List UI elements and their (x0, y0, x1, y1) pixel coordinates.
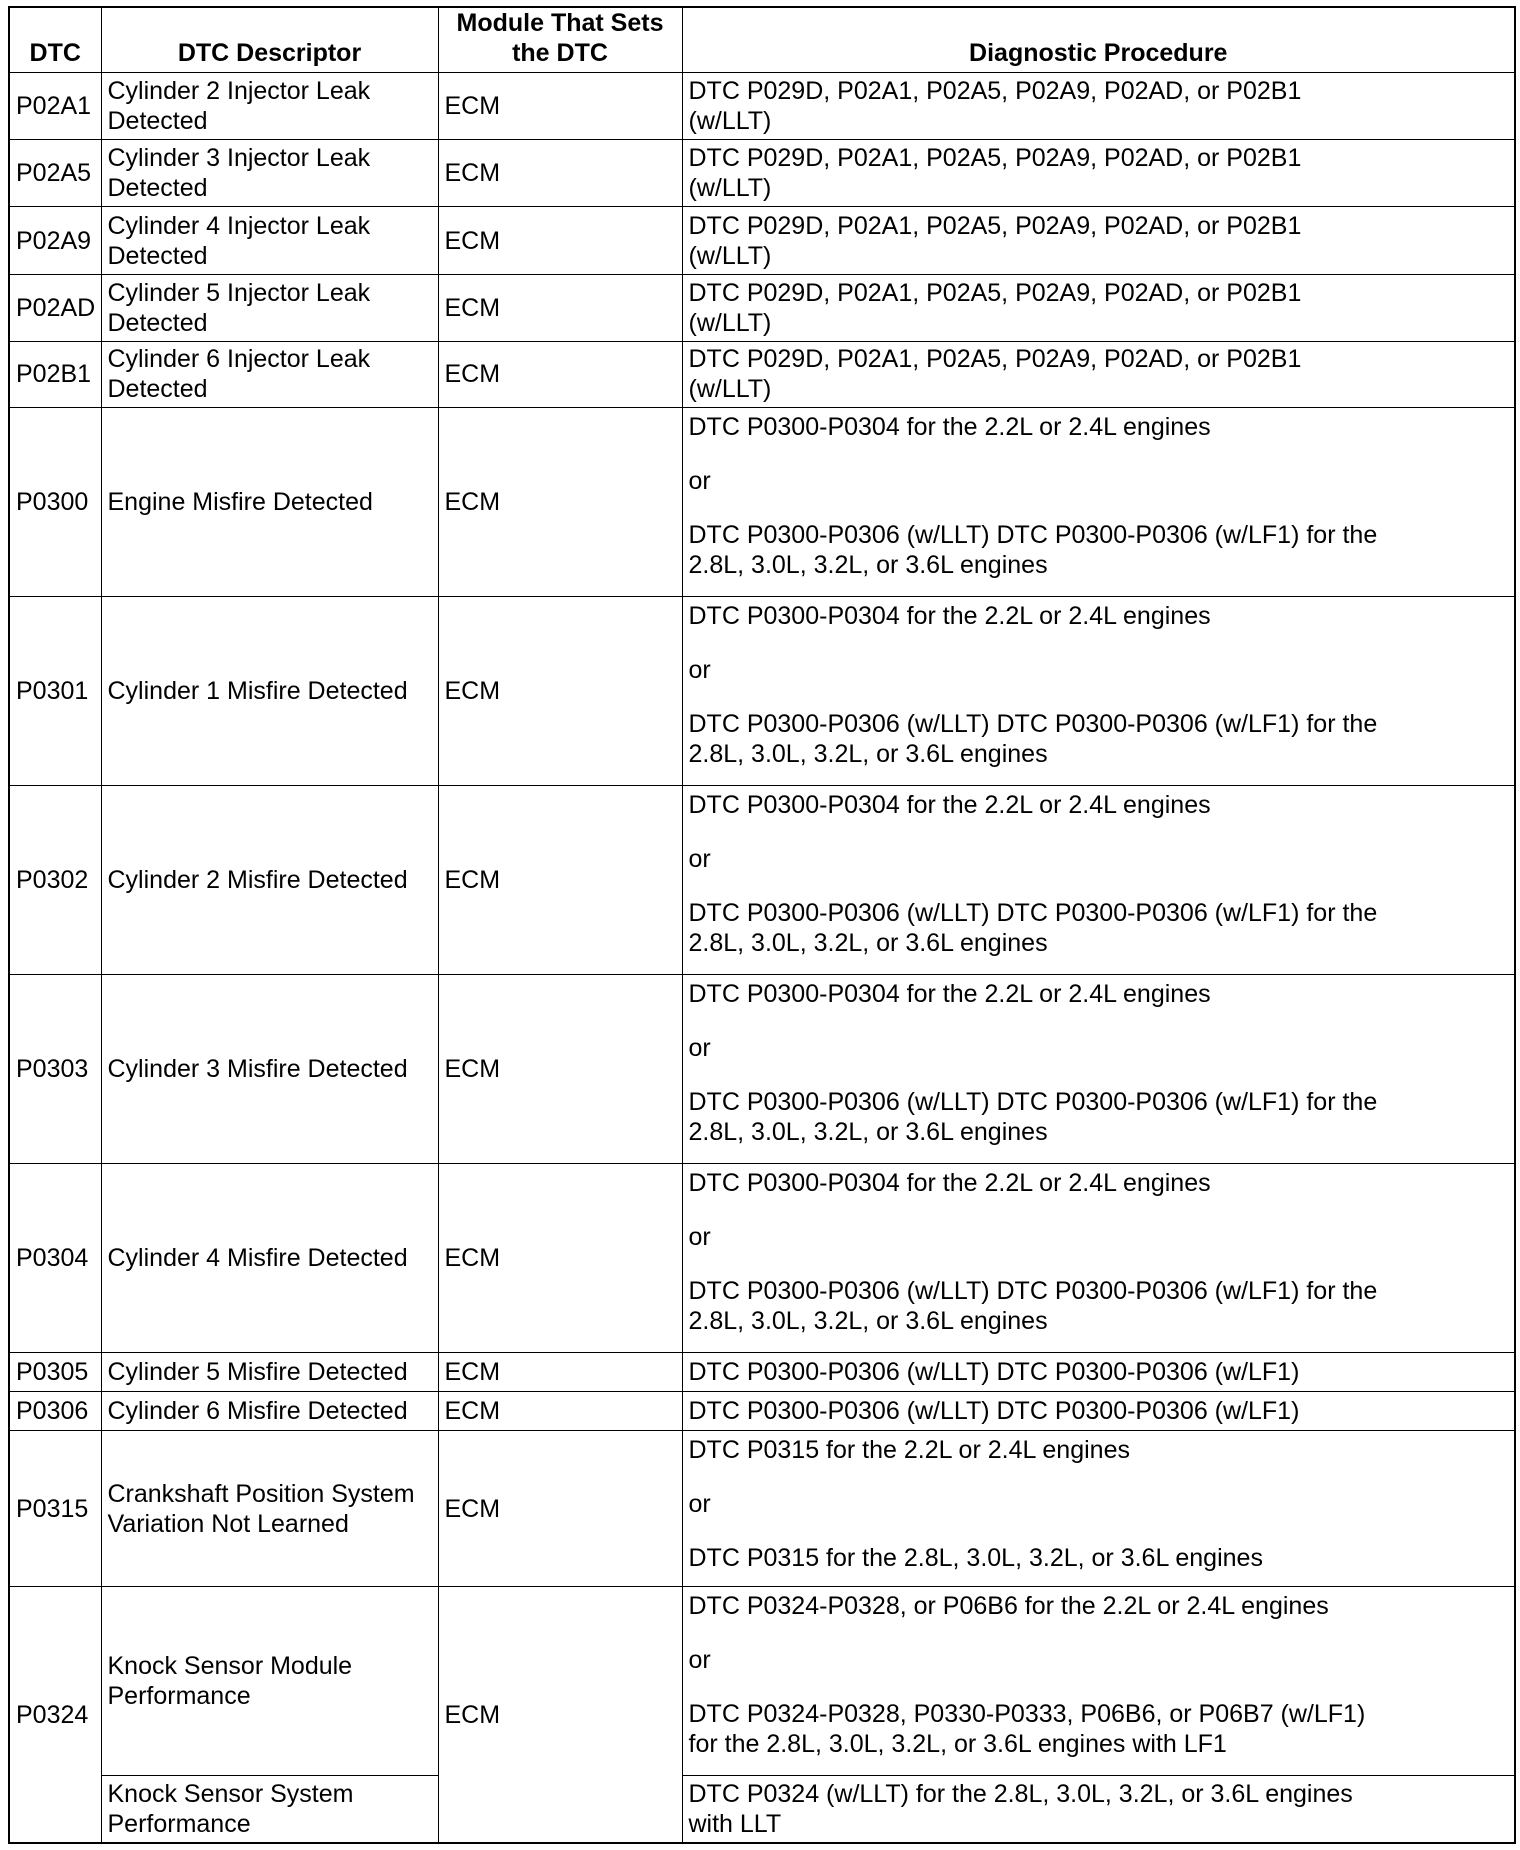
diagnostic-procedure (682, 1352, 1515, 1391)
descriptor-line: Cylinder 6 Injector Leak Detected (107, 345, 371, 404)
table-row (9, 1391, 1515, 1430)
header-procedure: Diagnostic Procedure (682, 7, 1515, 73)
dtc-descriptor (101, 408, 438, 597)
table-row (9, 974, 1515, 1163)
procedure-line: or (688, 844, 711, 873)
dtc-code: P0305 (9, 1352, 101, 1391)
dtc-descriptor (101, 207, 438, 275)
descriptor-line: Engine Misfire Detected (107, 488, 373, 517)
procedure-line: DTC P0300-P0306 (w/LLT) DTC P0300-P0306 (w/LF1) (688, 1397, 1300, 1426)
procedure-line: DTC P029D, P02A1, P02A5, P02A9, P02AD, or P02B1 (688, 143, 1302, 172)
table-row (9, 1587, 1515, 1776)
procedure-line: DTC P0324-P0328, or P06B6 for the 2.2L or 2.4L engines (688, 1592, 1329, 1621)
procedure-line: or (688, 467, 711, 496)
dtc-table (8, 6, 1516, 1844)
diagnostic-procedure (682, 1391, 1515, 1430)
procedure-line: DTC P0300-P0304 for the 2.2L or 2.4L engines (688, 602, 1211, 631)
header-module: Module That Sets the DTC (438, 7, 682, 73)
descriptor-line: Cylinder 3 Misfire Detected (107, 1054, 408, 1083)
procedure-line: DTC P0300-P0306 (w/LLT) DTC P0300-P0306 (w/LF1) for the (688, 898, 1378, 927)
module-cell: ECM (438, 408, 682, 597)
descriptor-line: Cylinder 1 Misfire Detected (107, 676, 408, 705)
table-row (9, 1352, 1515, 1391)
procedure-line: 2.8L, 3.0L, 3.2L, or 3.6L engines (688, 551, 1048, 580)
diagnostic-procedure (682, 207, 1515, 275)
dtc-descriptor (101, 1163, 438, 1352)
procedure-line: or (688, 1490, 711, 1519)
procedure-line: DTC P029D, P02A1, P02A5, P02A9, P02AD, or P02B1 (688, 211, 1302, 240)
procedure-line: 2.8L, 3.0L, 3.2L, or 3.6L engines (688, 928, 1048, 957)
dtc-code: P0304 (9, 1163, 101, 1352)
dtc-descriptor (101, 341, 438, 408)
procedure-line: DTC P0315 for the 2.2L or 2.4L engines (688, 1436, 1130, 1465)
dtc-code: P0302 (9, 785, 101, 974)
module-cell: ECM (438, 785, 682, 974)
table-row (9, 274, 1515, 341)
module-cell: ECM (438, 207, 682, 275)
dtc-descriptor (101, 1431, 438, 1587)
diagnostic-procedure (682, 139, 1515, 207)
table-row (9, 785, 1515, 974)
module-cell: ECM (438, 1352, 682, 1391)
procedure-line: (w/LLT) (688, 308, 772, 337)
diagnostic-procedure (682, 974, 1515, 1163)
descriptor-line: Cylinder 4 Misfire Detected (107, 1243, 408, 1272)
procedure-line: 2.8L, 3.0L, 3.2L, or 3.6L engines (688, 1117, 1048, 1146)
procedure-line: DTC P0324-P0328, P0330-P0333, P06B6, or P06B7 (w/LF1) (688, 1700, 1366, 1729)
descriptor-line: Knock Sensor Module (107, 1652, 353, 1681)
dtc-code: P0306 (9, 1391, 101, 1430)
dtc-code: P02B1 (9, 341, 101, 408)
table-row (9, 408, 1515, 597)
procedure-line: DTC P0324 (w/LLT) for the 2.8L, 3.0L, 3.2L, or 3.6L engines (688, 1780, 1353, 1809)
descriptor-line: Cylinder 4 Injector Leak Detected (107, 211, 371, 270)
diagnostic-procedure (682, 785, 1515, 974)
module-cell: ECM (438, 139, 682, 207)
procedure-line: (w/LLT) (688, 375, 772, 404)
procedure-line: with LLT (688, 1810, 782, 1839)
dtc-descriptor (101, 785, 438, 974)
procedure-line: for the 2.8L, 3.0L, 3.2L, or 3.6L engines with LF1 (688, 1730, 1227, 1759)
module-cell: ECM (438, 974, 682, 1163)
procedure-line: DTC P0315 for the 2.8L, 3.0L, 3.2L, or 3.6L engines (688, 1544, 1263, 1573)
procedure-line: or (688, 1222, 711, 1251)
dtc-code: P0303 (9, 974, 101, 1163)
module-cell: ECM (438, 1391, 682, 1430)
procedure-line: (w/LLT) (688, 173, 772, 202)
procedure-line: DTC P029D, P02A1, P02A5, P02A9, P02AD, or P02B1 (688, 76, 1302, 105)
procedure-line: DTC P0300-P0306 (w/LLT) DTC P0300-P0306 (w/LF1) for the (688, 1087, 1378, 1116)
descriptor-line: Cylinder 6 Misfire Detected (107, 1397, 408, 1426)
module-cell: ECM (438, 597, 682, 786)
procedure-line: DTC P0300-P0304 for the 2.2L or 2.4L engines (688, 1168, 1211, 1197)
procedure-line: DTC P0300-P0306 (w/LLT) DTC P0300-P0306 (w/LF1) (688, 1357, 1300, 1386)
dtc-descriptor (101, 1776, 438, 1843)
descriptor-line: Cylinder 3 Injector Leak Detected (107, 143, 371, 202)
dtc-code: P0300 (9, 408, 101, 597)
table-row (9, 341, 1515, 408)
descriptor-line: Cylinder 2 Injector Leak Detected (107, 76, 371, 135)
diagnostic-procedure (682, 408, 1515, 597)
procedure-line: 2.8L, 3.0L, 3.2L, or 3.6L engines (688, 740, 1048, 769)
dtc-code: P0315 (9, 1431, 101, 1587)
descriptor-line: Performance (107, 1682, 251, 1711)
procedure-line: (w/LLT) (688, 106, 772, 135)
dtc-code: P02AD (9, 274, 101, 341)
module-cell: ECM (438, 341, 682, 408)
procedure-line: DTC P029D, P02A1, P02A5, P02A9, P02AD, or P02B1 (688, 345, 1302, 374)
procedure-line: DTC P0300-P0306 (w/LLT) DTC P0300-P0306 (w/LF1) for the (688, 521, 1378, 550)
dtc-descriptor (101, 974, 438, 1163)
descriptor-line: Cylinder 5 Injector Leak Detected (107, 278, 371, 337)
module-cell: ECM (438, 73, 682, 140)
dtc-descriptor (101, 597, 438, 786)
table-row (9, 207, 1515, 275)
procedure-line: DTC P0300-P0304 for the 2.2L or 2.4L engines (688, 413, 1211, 442)
procedure-line: DTC P0300-P0306 (w/LLT) DTC P0300-P0306 (w/LF1) for the (688, 1276, 1378, 1305)
procedure-line: 2.8L, 3.0L, 3.2L, or 3.6L engines (688, 1306, 1048, 1335)
table-row (9, 1431, 1515, 1587)
descriptor-line: Crankshaft Position System (107, 1479, 415, 1508)
procedure-line: DTC P0300-P0306 (w/LLT) DTC P0300-P0306 (w/LF1) for the (688, 710, 1378, 739)
diagnostic-procedure (682, 1163, 1515, 1352)
dtc-descriptor (101, 1587, 438, 1776)
table-row (9, 139, 1515, 207)
procedure-line: DTC P029D, P02A1, P02A5, P02A9, P02AD, or P02B1 (688, 278, 1302, 307)
module-cell: ECM (438, 1163, 682, 1352)
dtc-descriptor (101, 139, 438, 207)
dtc-descriptor (101, 1391, 438, 1430)
dtc-code: P02A9 (9, 207, 101, 275)
diagnostic-procedure (682, 73, 1515, 140)
table-row (9, 1163, 1515, 1352)
module-cell: ECM (438, 1431, 682, 1587)
procedure-line: DTC P0300-P0304 for the 2.2L or 2.4L engines (688, 790, 1211, 819)
descriptor-line: Cylinder 2 Misfire Detected (107, 865, 408, 894)
header-dtc: DTC (9, 7, 101, 73)
dtc-descriptor (101, 274, 438, 341)
procedure-line: or (688, 1033, 711, 1062)
diagnostic-procedure (682, 1431, 1515, 1587)
procedure-line: DTC P0300-P0304 for the 2.2L or 2.4L engines (688, 979, 1211, 1008)
procedure-line: or (688, 656, 711, 685)
diagnostic-procedure (682, 1587, 1515, 1776)
dtc-code: P0301 (9, 597, 101, 786)
header-row (9, 7, 1515, 73)
descriptor-line: Performance (107, 1810, 251, 1839)
dtc-code: P0324 (9, 1587, 101, 1843)
dtc-descriptor (101, 73, 438, 140)
table-row (9, 73, 1515, 140)
header-descriptor: DTC Descriptor (101, 7, 438, 73)
module-cell: ECM (438, 1587, 682, 1843)
dtc-code: P02A1 (9, 73, 101, 140)
diagnostic-procedure (682, 274, 1515, 341)
descriptor-line: Variation Not Learned (107, 1509, 349, 1538)
descriptor-line: Cylinder 5 Misfire Detected (107, 1357, 408, 1386)
procedure-line: or (688, 1646, 711, 1675)
dtc-code: P02A5 (9, 139, 101, 207)
module-cell: ECM (438, 274, 682, 341)
diagnostic-procedure (682, 341, 1515, 408)
diagnostic-procedure (682, 597, 1515, 786)
procedure-line: (w/LLT) (688, 241, 772, 270)
descriptor-line: Knock Sensor System (107, 1780, 354, 1809)
table-row (9, 1776, 1515, 1843)
dtc-descriptor (101, 1352, 438, 1391)
table-row (9, 597, 1515, 786)
diagnostic-procedure (682, 1776, 1515, 1843)
